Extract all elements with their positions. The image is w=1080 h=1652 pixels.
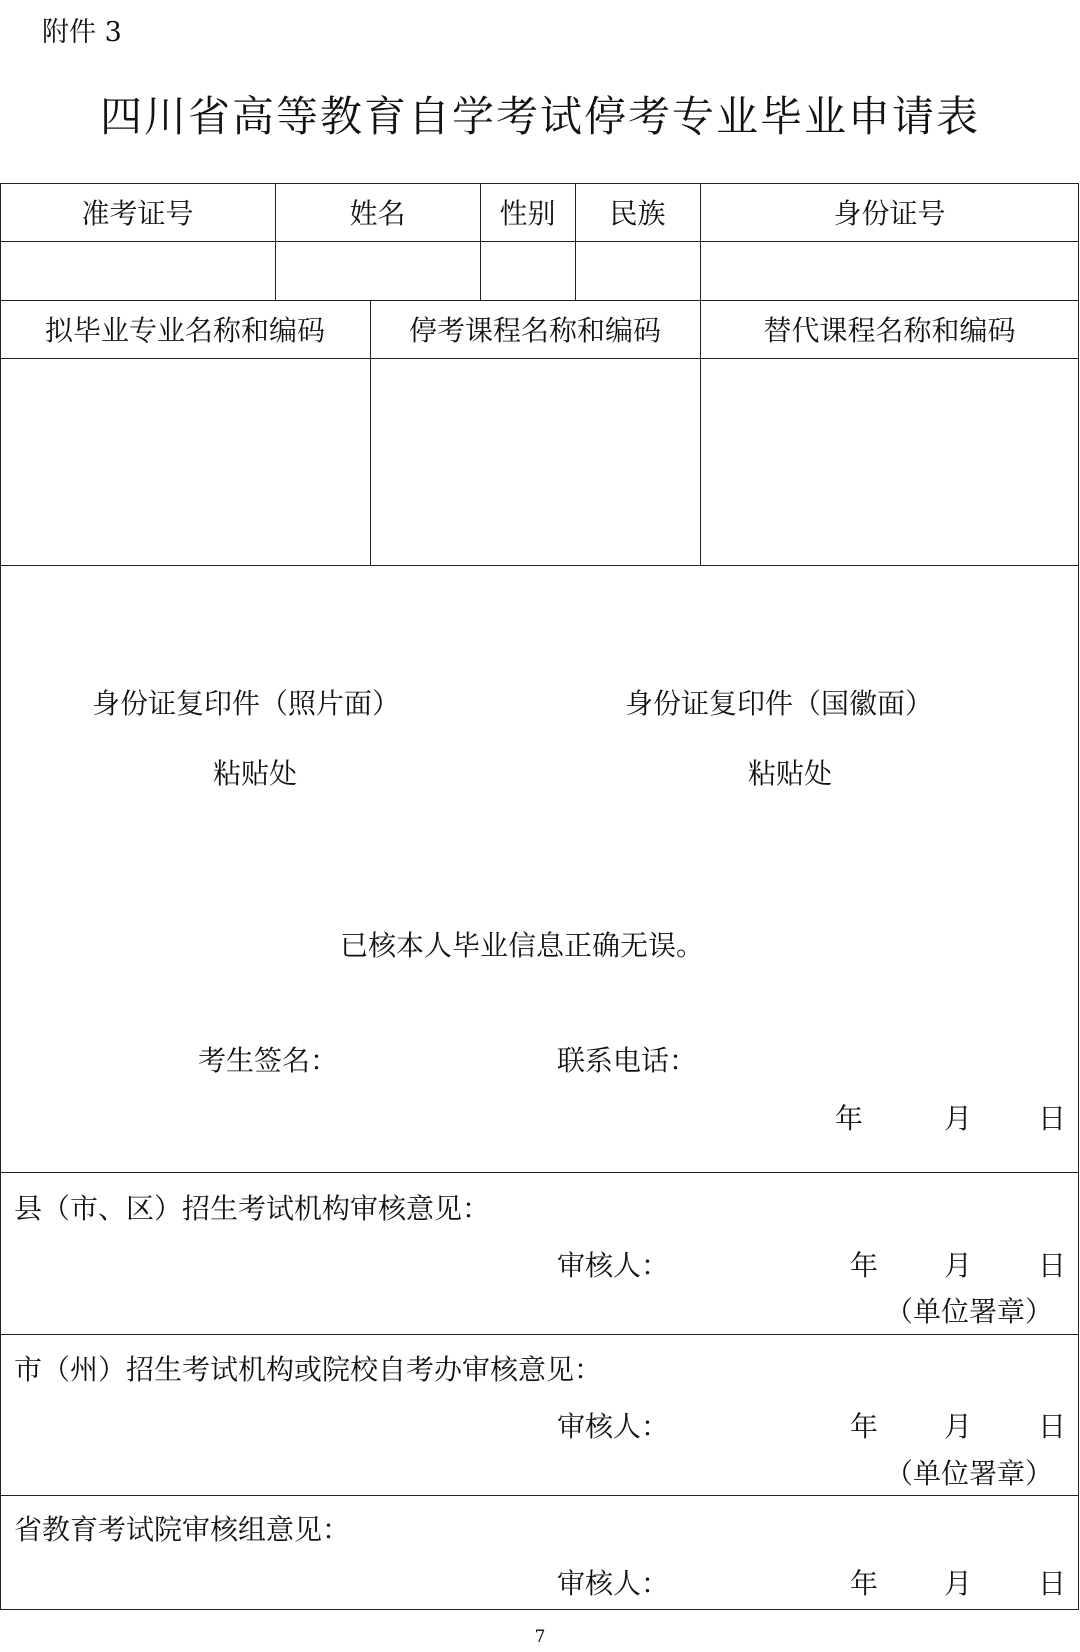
stopped-course-field[interactable] (372, 360, 698, 563)
gender-field[interactable] (482, 243, 573, 298)
header-ethnicity: 民族 (609, 197, 666, 230)
phone-label: 联系电话： (557, 1044, 698, 1077)
rule-row2 (0, 300, 1079, 301)
city-review-label: 市（州）招生考试机构或院校自考办审核意见： (14, 1353, 603, 1386)
county-date-month: 月 (944, 1249, 973, 1282)
province-reviewer-label: 审核人： (557, 1567, 670, 1600)
id-back-label: 身份证复印件（国徽面） (625, 687, 934, 720)
county-date-day: 日 (1038, 1249, 1067, 1282)
header-stopped-course: 停考课程名称和编码 (408, 314, 661, 347)
confirm-statement: 已核本人毕业信息正确无误。 (340, 929, 705, 962)
rule-row1 (0, 241, 1079, 242)
header-name: 姓名 (349, 197, 406, 230)
substitute-course-field[interactable] (702, 360, 1077, 563)
id-front-label: 身份证复印件（照片面） (92, 687, 401, 720)
rule-row6 (0, 1334, 1079, 1335)
ethnicity-field[interactable] (577, 243, 698, 298)
name-field[interactable] (277, 243, 478, 298)
county-reviewer-label: 审核人： (557, 1249, 670, 1282)
id-back-paste: 粘贴处 (748, 757, 833, 790)
header-id-no: 身份证号 (833, 197, 946, 230)
rule-row3 (0, 358, 1079, 359)
county-review-label: 县（市、区）招生考试机构审核意见： (14, 1192, 491, 1225)
date-year: 年 (835, 1102, 864, 1135)
page-title: 四川省高等教育自学考试停考专业毕业申请表 (99, 92, 980, 141)
city-seal: （单位署章） (885, 1457, 1054, 1490)
province-date-year: 年 (850, 1567, 879, 1600)
city-date-month: 月 (944, 1410, 973, 1443)
city-date-day: 日 (1038, 1410, 1067, 1443)
province-date-day: 日 (1038, 1567, 1067, 1600)
header-substitute-course: 替代课程名称和编码 (763, 314, 1016, 347)
page-number: 7 (534, 1627, 546, 1647)
id-front-paste: 粘贴处 (213, 757, 298, 790)
date-day: 日 (1038, 1102, 1067, 1135)
annex-label: 附件 3 (42, 17, 122, 48)
id-no-field[interactable] (702, 243, 1077, 298)
city-reviewer-label: 审核人： (557, 1410, 670, 1443)
rule-row5 (0, 1172, 1079, 1173)
header-exam-no: 准考证号 (81, 197, 194, 230)
exam-no-field[interactable] (2, 243, 273, 298)
county-date-year: 年 (850, 1249, 879, 1282)
province-date-month: 月 (944, 1567, 973, 1600)
signature-label: 考生签名： (198, 1044, 339, 1077)
rule-row4 (0, 565, 1079, 566)
header-major: 拟毕业专业名称和编码 (44, 314, 325, 347)
rule-row7 (0, 1495, 1079, 1496)
rule-col-ethnicity (700, 183, 701, 565)
major-field[interactable] (2, 360, 368, 563)
county-seal: （单位署章） (885, 1295, 1054, 1328)
date-month: 月 (944, 1102, 973, 1135)
city-date-year: 年 (850, 1410, 879, 1443)
header-gender: 性别 (499, 197, 556, 230)
province-review-label: 省教育考试院审核组意见： (14, 1513, 351, 1546)
